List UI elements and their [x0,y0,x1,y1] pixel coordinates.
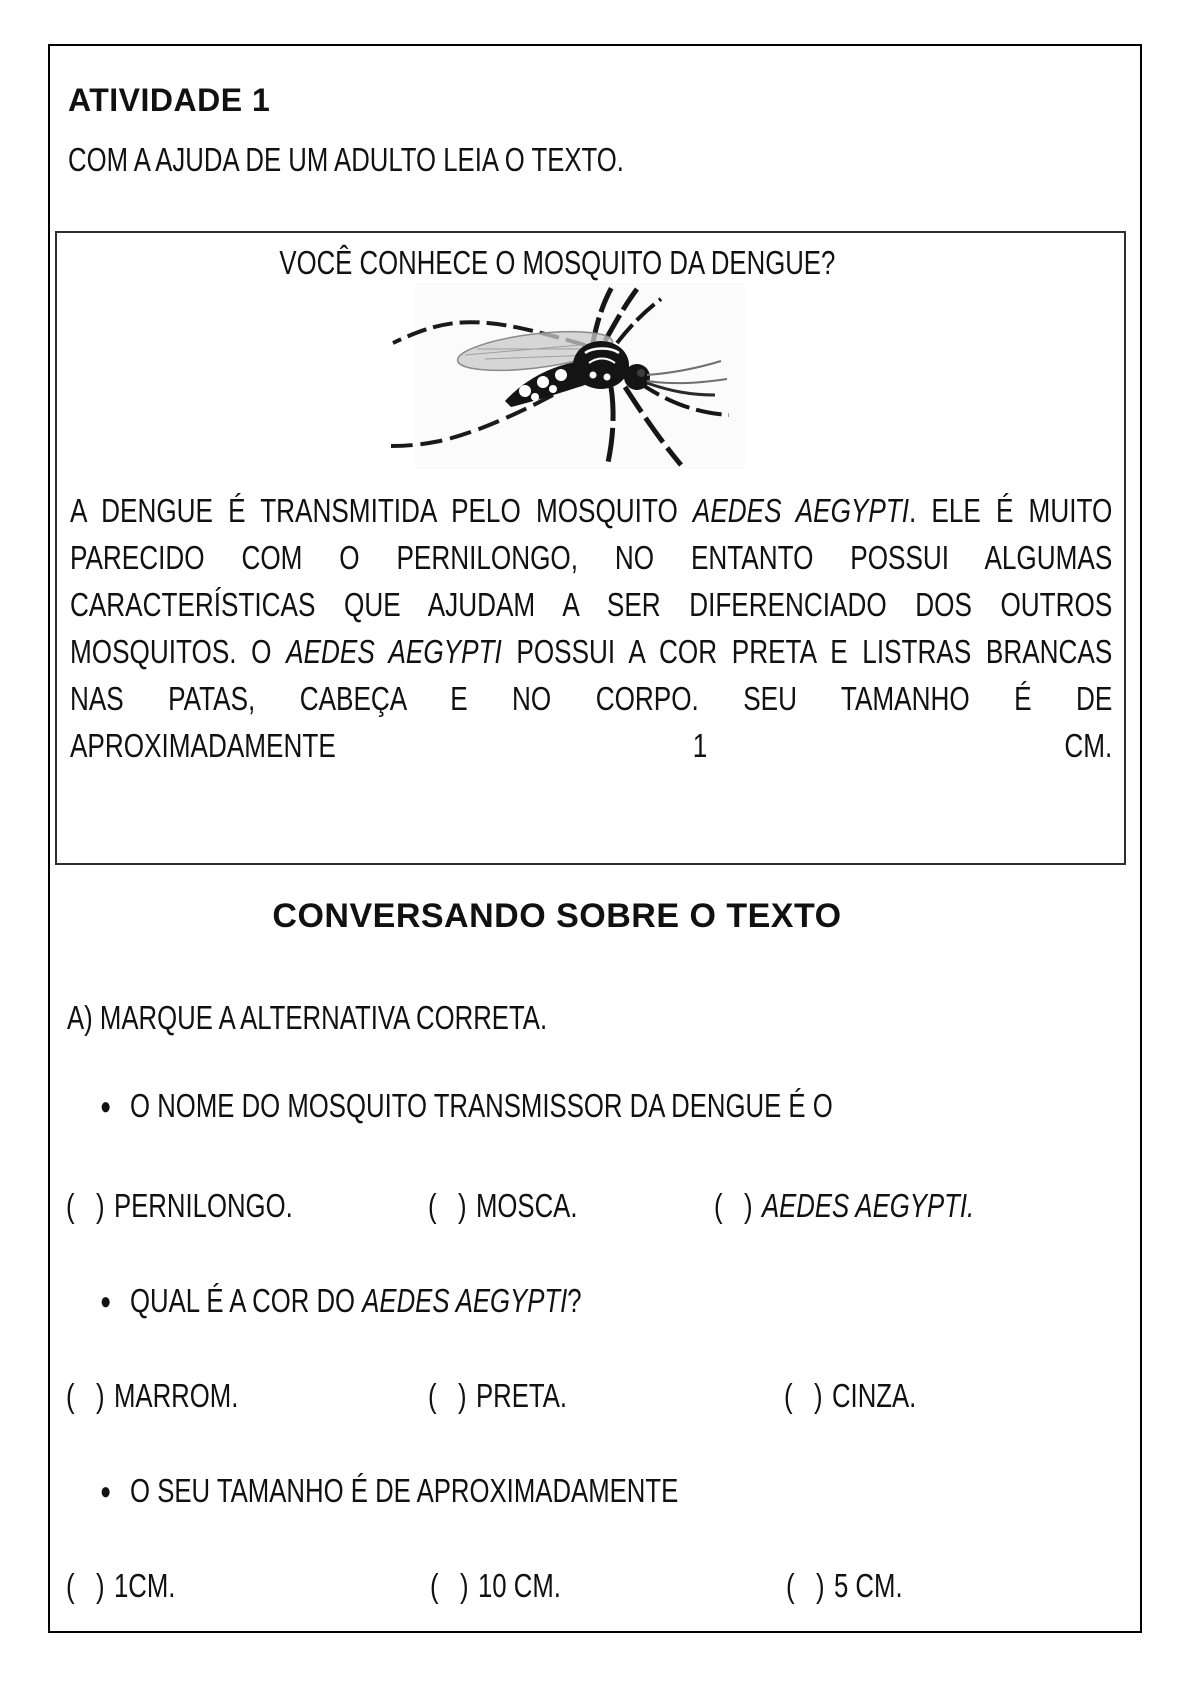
option-label: AEDES AEGYPTI. [761,1187,975,1224]
question-1-prompt: ● O NOME DO MOSQUITO TRANSMISSOR DA DENGUE É O [100,1086,833,1127]
mosquito-image [385,283,767,469]
option-q2-cinza [784,1376,916,1416]
bullet-icon: ● [100,1478,112,1505]
reading-box-title: VOCÊ CONHECE O MOSQUITO DA DENGUE? [279,244,836,281]
option-q1-pernilongo [66,1186,293,1226]
checkbox-q3-opt2[interactable]: ( ) [430,1567,469,1604]
bullet-icon: ● [100,1288,112,1315]
question-a-label: A) MARQUE A ALTERNATIVA CORRETA. [67,999,548,1036]
option-q3-5cm [786,1566,903,1606]
option-label: 10 CM. [477,1567,561,1604]
option-q1-aedes-aegypti [714,1186,974,1226]
paragraph-line: MOSQUITOS. O AEDES AEGYPTI POSSUI A COR PRETA E LISTRAS BRANCAS [70,633,1113,670]
paragraph-line: PARECIDO COM O PERNILONGO, NO ENTANTO POSSUI ALGUMAS [70,539,1113,576]
paragraph-line: NAS PATAS, CABEÇA E NO CORPO. SEU TAMANHO É DE [70,680,1113,717]
checkbox-q3-opt1[interactable]: ( ) [66,1567,105,1604]
option-label: MARROM. [113,1377,239,1414]
section-title-wrap [0,897,1114,936]
paragraph-line: CARACTERÍSTICAS QUE AJUDAM A SER DIFERENCIADO DOS OUTROS [70,586,1113,623]
question-1-options [0,1186,1190,1230]
question-3-prompt: ● O SEU TAMANHO É DE APROXIMADAMENTE [100,1471,678,1512]
checkbox-q3-opt3[interactable]: ( ) [786,1567,825,1604]
species-name-italic: AEDES AEGYPTI [692,492,910,529]
option-label: PRETA. [475,1377,568,1414]
bullet-icon: ● [100,1093,112,1120]
option-label: MOSCA. [475,1187,578,1224]
instruction-text: COM A AJUDA DE UM ADULTO LEIA O TEXTO. [68,141,624,178]
paragraph-line: A DENGUE É TRANSMITIDA PELO MOSQUITO AEDES AEGYPTI. ELE É MUITO [70,492,1113,529]
question-3-options [0,1566,1190,1610]
checkbox-q2-opt3[interactable]: ( ) [784,1377,823,1414]
option-q1-mosca [428,1186,578,1226]
paragraph-line: APROXIMADAMENTE 1 CM. [70,727,1113,764]
option-q3-1cm [66,1566,175,1606]
activity-title: ATIVIDADE 1 [68,82,271,118]
option-q2-preta [428,1376,567,1416]
checkbox-q2-opt2[interactable]: ( ) [428,1377,467,1414]
species-name-italic: AEDES AEGYPTI [286,633,502,670]
option-q2-marrom [66,1376,238,1416]
option-label: 5 CM. [833,1567,903,1604]
mosquito-illustration [385,283,767,469]
reading-paragraph [70,487,1112,769]
reading-box [55,231,1126,865]
question-2-prompt: ● QUAL É A COR DO AEDES AEGYPTI? [100,1281,582,1322]
option-label: PERNILONGO. [113,1187,293,1224]
checkbox-q1-opt1[interactable]: ( ) [66,1187,105,1224]
reading-box-title-wrap [57,243,1058,283]
option-q3-10cm [430,1566,561,1606]
option-label: 1CM. [113,1567,176,1604]
section-title: CONVERSANDO SOBRE O TEXTO [272,897,842,935]
checkbox-q1-opt3[interactable]: ( ) [714,1187,753,1224]
checkbox-q1-opt2[interactable]: ( ) [428,1187,467,1224]
option-label: CINZA. [831,1377,917,1414]
checkbox-q2-opt1[interactable]: ( ) [66,1377,105,1414]
question-2-options [0,1376,1190,1420]
